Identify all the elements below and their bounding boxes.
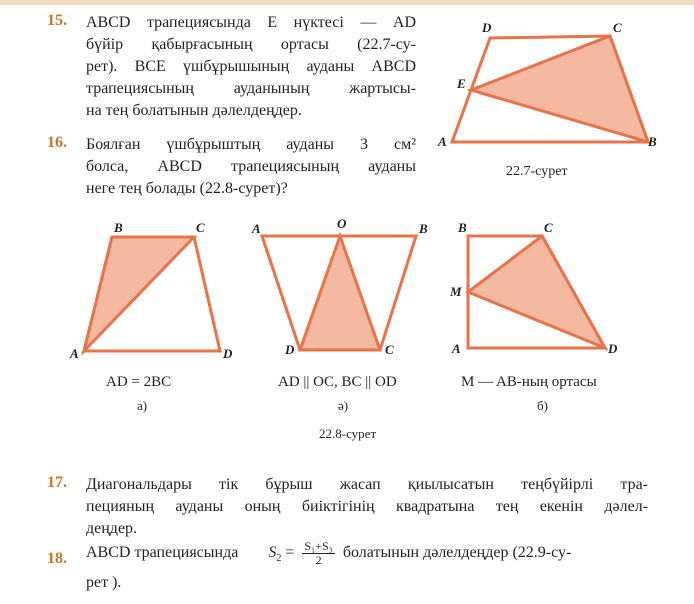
figure-22-8-b bbox=[248, 216, 438, 366]
vertex-label-c: C bbox=[385, 342, 394, 357]
problem-15-line-4: трапециясының ауданының жартысы- bbox=[86, 80, 416, 97]
triangle-abc bbox=[84, 237, 194, 351]
problem-17-line-1: Диагональдары тік бұрыш жасап қиылысатын теңбүйірлі тра- bbox=[86, 476, 648, 493]
figure-22-8-a-condition: AD = 2BC bbox=[106, 374, 172, 390]
problem-16-line-3: неге тең болады (22.8-сурет)? bbox=[86, 180, 288, 197]
formula-lhs-subscript: 2 bbox=[276, 553, 282, 565]
figure-22-8-a-sublabel: а) bbox=[137, 398, 148, 413]
vertex-label-b: B bbox=[648, 134, 657, 149]
problem-17-line-3: деңдер. bbox=[86, 520, 138, 537]
problem-18-number: 18. bbox=[47, 550, 67, 567]
formula-numerator: S₁+S₃ bbox=[304, 539, 333, 553]
vertex-label-d: D bbox=[223, 346, 233, 361]
problem-16-line-1: Боялған үшбұрыштың ауданы 3 см² bbox=[86, 136, 416, 153]
vertex-label-a: A bbox=[70, 346, 79, 361]
formula-equals: = bbox=[285, 544, 295, 562]
problem-18-text bbox=[86, 540, 656, 594]
triangle-bce bbox=[471, 36, 648, 142]
top-band bbox=[0, 0, 694, 5]
vertex-label-b: B bbox=[419, 221, 428, 236]
triangle-odc bbox=[300, 236, 380, 350]
problem-18-suffix: болатынын дәлелдеңдер (22.9-су- bbox=[342, 544, 572, 562]
vertex-label-e: E bbox=[457, 76, 466, 91]
figure-22-8-b-condition: AD || OC, BC || OD bbox=[278, 374, 397, 390]
vertex-label-b: B bbox=[114, 220, 123, 235]
vertex-label-c: C bbox=[196, 220, 205, 235]
vertex-label-c: C bbox=[544, 220, 553, 235]
formula-lhs: S bbox=[268, 544, 277, 562]
problem-15-line-1: ABCD трапециясында E нүктесі — AD bbox=[86, 14, 416, 31]
problem-18-line-2: рет ). bbox=[86, 574, 122, 592]
triangle-mcd bbox=[468, 236, 605, 348]
formula-denominator: 2 bbox=[315, 553, 322, 567]
problem-15-line-2: бүйір қабырғасының ортасы (22.7-су- bbox=[86, 36, 416, 53]
figure-22-8-b-sublabel: ә) bbox=[338, 398, 349, 413]
vertex-label-o: O bbox=[337, 216, 347, 231]
problem-18-prefix: ABCD трапециясында bbox=[86, 544, 239, 562]
vertex-label-d: D bbox=[608, 341, 618, 356]
vertex-label-d: D bbox=[285, 342, 295, 357]
problem-17-number: 17. bbox=[47, 474, 67, 491]
formula-fraction bbox=[302, 540, 334, 567]
figure-22-8-caption: 22.8-сурет bbox=[319, 426, 377, 441]
figure-22-7 bbox=[430, 18, 660, 158]
problem-15-text bbox=[86, 12, 416, 122]
problem-17-line-2: пецияның ауданы оның биіктігінің квадратына тең екенін дәлел- bbox=[86, 498, 648, 515]
vertex-label-b: B bbox=[458, 220, 467, 235]
vertex-label-a: A bbox=[252, 221, 261, 236]
figure-22-8-c bbox=[440, 216, 640, 366]
figure-22-8-c-sublabel: б) bbox=[537, 398, 548, 413]
vertex-label-m: M bbox=[450, 284, 462, 299]
vertex-label-c: C bbox=[613, 20, 622, 35]
problem-15-number: 15. bbox=[47, 12, 67, 29]
problem-16-number: 16. bbox=[47, 134, 67, 151]
vertex-label-a: A bbox=[452, 341, 461, 356]
figure-22-8-a bbox=[62, 218, 242, 368]
problem-18-line-1 bbox=[86, 539, 572, 567]
figure-22-7-caption: 22.7-сурет bbox=[506, 164, 568, 179]
vertex-label-d: D bbox=[482, 20, 492, 35]
problem-17-text bbox=[86, 474, 648, 540]
problem-16-line-2: болса, ABCD трапециясының ауданы bbox=[86, 158, 416, 175]
figure-22-8-c-condition: M — AB-ның ортасы bbox=[461, 374, 597, 390]
problem-15-line-5: на тең болатынын дәлелдеңдер. bbox=[86, 102, 302, 119]
vertex-label-a: A bbox=[438, 134, 447, 149]
problem-15-line-3: рет). BCE үшбұрышының ауданы ABCD bbox=[86, 58, 416, 75]
problem-16-text bbox=[86, 134, 416, 200]
